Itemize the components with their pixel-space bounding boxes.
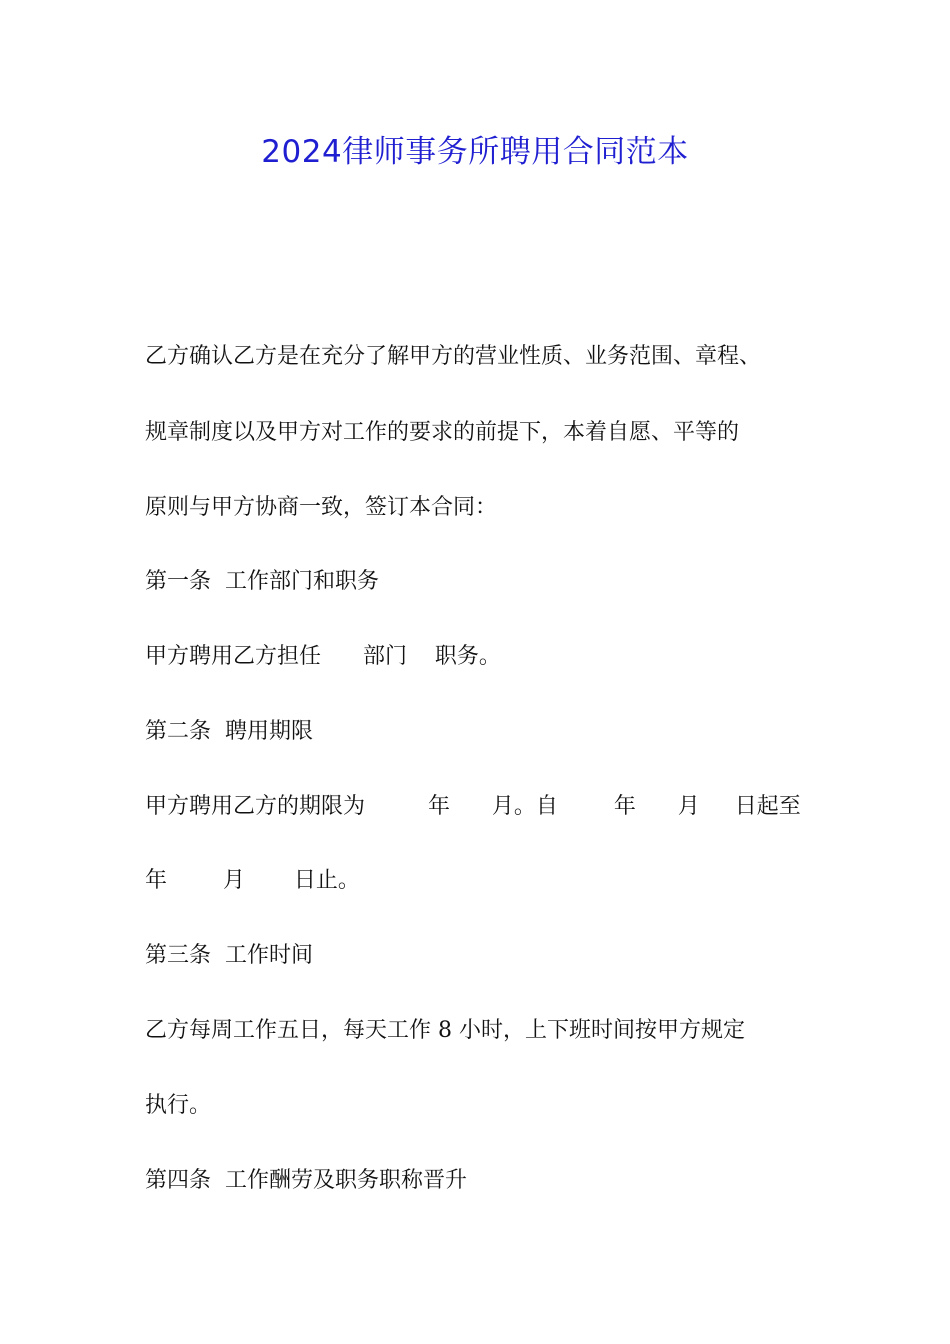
article-heading: 第四条 工作酬劳及职务职称晋升 [145,1168,467,1193]
paragraph-line: 原则与甲方协商一致，签订本合同： [145,495,498,520]
paragraph-line: 执行。 [145,1093,212,1118]
article-heading: 第三条 工作时间 [145,943,313,968]
article-heading: 第二条 聘用期限 [145,719,313,744]
document-title: 2024律师事务所聘用合同范本 [261,134,689,170]
paragraph-line: 乙方确认乙方是在充分了解甲方的营业性质、业务范围、章程、 [145,344,762,369]
paragraph-line: 年 月 日止。 [145,868,360,893]
article-heading: 第一条 工作部门和职务 [145,569,379,594]
paragraph-line: 甲方聘用乙方担任 部门 职务。 [145,644,501,669]
paragraph-line: 规章制度以及甲方对工作的要求的前提下，本着自愿、平等的 [145,420,740,445]
paragraph-line: 乙方每周工作五日，每天工作 8 小时，上下班时间按甲方规定 [145,1018,745,1043]
paragraph-line: 甲方聘用乙方的期限为 年 月。自 年 月 日起至 [145,794,801,819]
